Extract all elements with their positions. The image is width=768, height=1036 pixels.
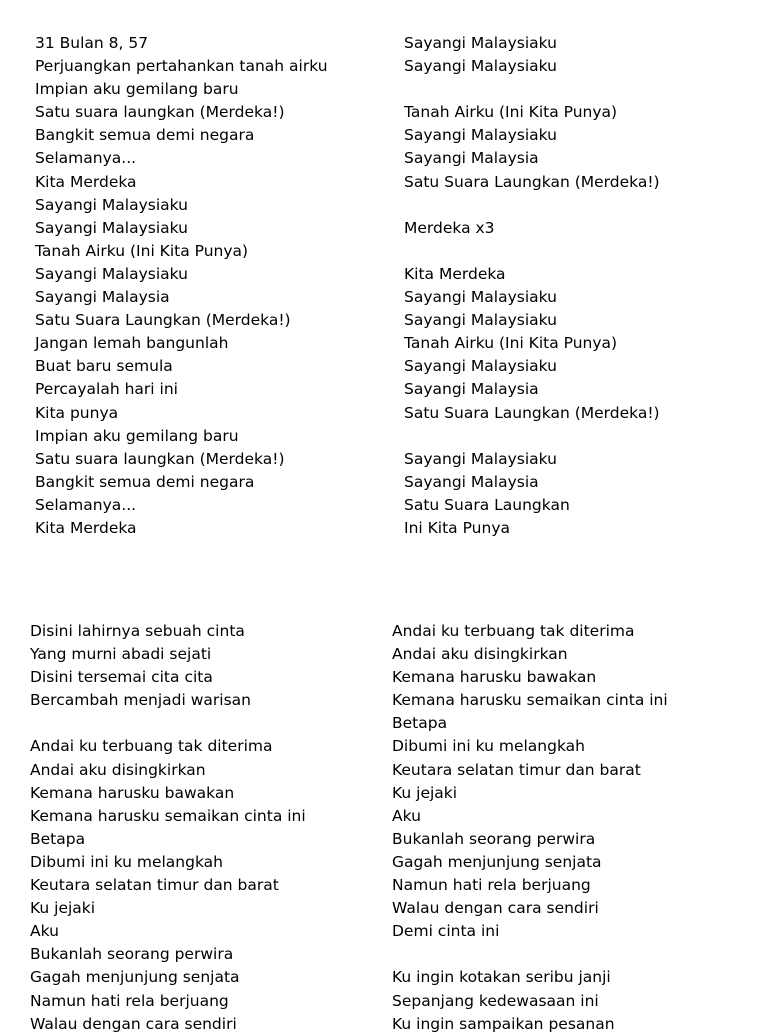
lyric-line: Aku — [392, 806, 421, 825]
lyric-line: Ku ingin kotakan seribu janji — [392, 968, 611, 987]
lyric-line: Perjuangkan pertahankan tanah airku — [35, 57, 328, 76]
lyric-line: Bukanlah seorang perwira — [30, 945, 234, 964]
lyric-line: Kita punya — [35, 403, 119, 422]
lyric-line: Impian aku gemilang baru — [35, 426, 239, 445]
lyric-line: Walau dengan cara sendiri — [30, 1014, 237, 1033]
lyric-line: Andai aku disingkirkan — [30, 760, 206, 779]
lyric-line: Kemana harusku semaikan cinta ini — [30, 806, 306, 825]
lyric-line: Yang murni abadi sejati — [30, 645, 212, 664]
lyric-line: 31 Bulan 8, 57 — [35, 34, 149, 52]
lyric-line: Satu suara laungkan (Merdeka!) — [35, 449, 285, 468]
lyric-line: Satu Suara Laungkan (Merdeka!) — [404, 172, 660, 191]
stanza-break — [404, 425, 660, 448]
lyric-line: Ku jejaki — [30, 899, 96, 918]
lyric-line: Andai aku disingkirkan — [392, 645, 568, 664]
lyric-line: Sayangi Malaysiaku — [404, 449, 557, 468]
stanza-break — [30, 712, 306, 735]
lyric-line: Merdeka x3 — [404, 218, 495, 237]
lyric-line: Kita Merdeka — [35, 518, 137, 537]
lyric-line: Bukanlah seorang perwira — [392, 829, 596, 848]
lyric-line: Tanah Airku (Ini Kita Punya) — [404, 103, 618, 122]
lyric-line: Satu suara laungkan (Merdeka!) — [35, 103, 285, 122]
lyric-line: Sayangi Malaysiaku — [35, 264, 188, 283]
lyric-line: Sayangi Malaysiaku — [35, 195, 188, 214]
lyrics-column-bottom-right — [392, 620, 668, 1036]
lyric-line: Gagah menjunjung senjata — [30, 968, 240, 987]
lyric-line: Sayangi Malaysiaku — [35, 218, 188, 237]
lyric-line: Bangkit semua demi negara — [35, 126, 255, 145]
lyric-line: Sayangi Malaysia — [35, 288, 170, 307]
lyric-line: Keutara selatan timur dan barat — [392, 760, 641, 779]
lyric-line: Andai ku terbuang tak diterima — [392, 622, 635, 640]
lyrics-column-bottom-left — [30, 620, 306, 1036]
lyric-line: Kita Merdeka — [404, 264, 506, 283]
lyric-line: Kemana harusku bawakan — [392, 668, 597, 687]
lyric-line: Kita Merdeka — [35, 172, 137, 191]
lyric-line: Sayangi Malaysia — [404, 472, 539, 491]
stanza-break — [404, 240, 660, 263]
lyric-line: Satu Suara Laungkan — [404, 495, 570, 514]
lyric-line: Andai ku terbuang tak diterima — [30, 737, 273, 756]
lyric-line: Sayangi Malaysiaku — [404, 288, 557, 307]
lyric-line: Dibumi ini ku melangkah — [392, 737, 585, 756]
lyric-line: Sayangi Malaysia — [404, 380, 539, 399]
lyric-line: Sayangi Malaysiaku — [404, 357, 557, 376]
lyric-line: Tanah Airku (Ini Kita Punya) — [35, 241, 249, 260]
lyric-line: Satu Suara Laungkan (Merdeka!) — [35, 311, 291, 330]
lyric-line: Sepanjang kedewasaan ini — [392, 991, 599, 1010]
stanza-break — [404, 194, 660, 217]
lyrics-column-top-right — [404, 32, 660, 540]
lyric-line: Jangan lemah bangunlah — [35, 334, 229, 353]
lyric-line: Betapa — [392, 714, 448, 733]
stanza-break — [392, 943, 668, 966]
lyric-line: Namun hati rela berjuang — [30, 991, 229, 1010]
lyric-line: Sayangi Malaysiaku — [404, 311, 557, 330]
lyric-line: Dibumi ini ku melangkah — [30, 852, 223, 871]
lyric-line: Aku — [30, 922, 59, 941]
lyric-line: Selamanya... — [35, 495, 137, 514]
lyric-line: Gagah menjunjung senjata — [392, 852, 602, 871]
lyric-line: Selamanya... — [35, 149, 137, 168]
lyric-line: Sayangi Malaysiaku — [404, 126, 557, 145]
lyric-line: Ini Kita Punya — [404, 518, 510, 537]
lyric-line: Namun hati rela berjuang — [392, 876, 591, 895]
lyric-line: Betapa — [30, 829, 86, 848]
lyric-line: Buat baru semula — [35, 357, 173, 376]
lyric-line: Bercambah menjadi warisan — [30, 691, 251, 710]
lyric-line: Disini tersemai cita cita — [30, 668, 213, 687]
lyric-line: Sayangi Malaysiaku — [404, 34, 557, 52]
stanza-break — [404, 78, 660, 101]
lyric-line: Kemana harusku semaikan cinta ini — [392, 691, 668, 710]
lyric-line: Sayangi Malaysia — [404, 149, 539, 168]
lyrics-column-top-left — [35, 32, 328, 540]
lyric-line: Impian aku gemilang baru — [35, 80, 239, 99]
lyric-line: Keutara selatan timur dan barat — [30, 876, 279, 895]
lyric-line: Kemana harusku bawakan — [30, 783, 235, 802]
lyric-line: Ku ingin sampaikan pesanan — [392, 1014, 615, 1033]
lyric-line: Walau dengan cara sendiri — [392, 899, 599, 918]
lyric-line: Tanah Airku (Ini Kita Punya) — [404, 334, 618, 353]
lyric-line: Demi cinta ini — [392, 922, 500, 941]
lyric-line: Disini lahirnya sebuah cinta — [30, 622, 245, 640]
lyric-line: Ku jejaki — [392, 783, 458, 802]
lyric-line: Bangkit semua demi negara — [35, 472, 255, 491]
lyric-line: Satu Suara Laungkan (Merdeka!) — [404, 403, 660, 422]
lyric-line: Sayangi Malaysiaku — [404, 57, 557, 76]
lyric-line: Percayalah hari ini — [35, 380, 178, 399]
